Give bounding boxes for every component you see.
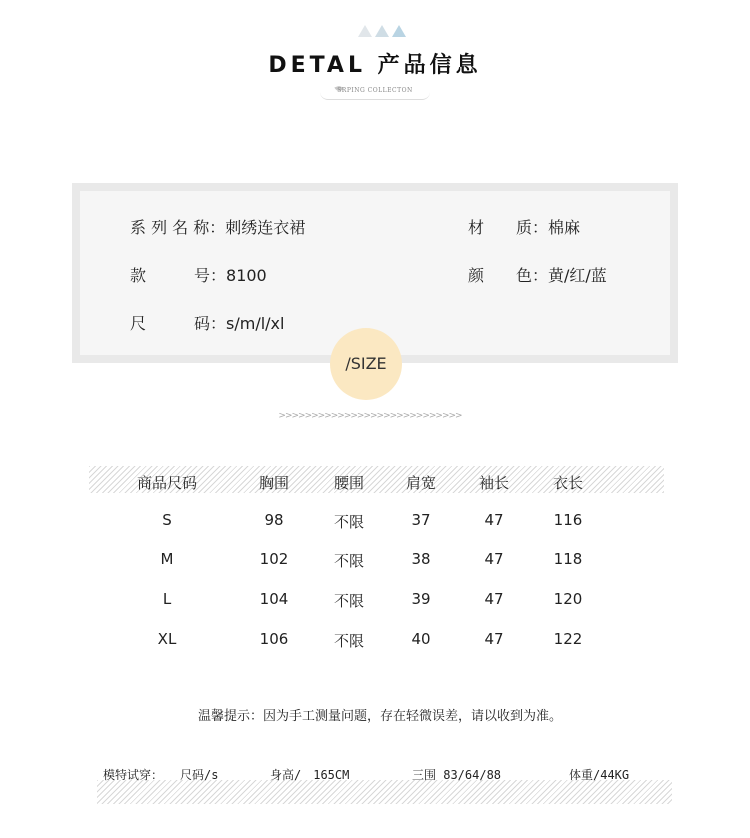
table-cell: 118 xyxy=(553,550,583,568)
table-cell: L xyxy=(162,590,172,608)
model-measurements: 三围 83/64/88 xyxy=(412,768,502,782)
page-title: DETAL 产品信息 xyxy=(268,53,482,78)
table-cell: S xyxy=(162,511,172,529)
model-size: 尺码/s xyxy=(180,768,219,782)
color-value: 黄/红/蓝 xyxy=(548,266,607,285)
table-cell: XL xyxy=(157,630,177,648)
style-number-value: 8100 xyxy=(226,266,267,285)
model-label: 模特试穿： xyxy=(103,768,164,782)
table-header-cell: 胸围 xyxy=(258,474,290,492)
table-cell: 104 xyxy=(259,590,289,608)
material xyxy=(468,215,580,238)
series-name-value: 刺绣连衣裙 xyxy=(225,218,306,237)
table-cell: 47 xyxy=(484,511,504,529)
material-value: 棉麻 xyxy=(548,218,581,237)
table-cell: 122 xyxy=(553,630,583,648)
table-header-cell: 商品尺码 xyxy=(136,474,198,492)
color-label: 颜 色： xyxy=(468,266,549,285)
size-badge: /SIZE xyxy=(330,328,402,400)
size-range xyxy=(130,311,284,334)
table-header-cell: 腰围 xyxy=(333,474,365,492)
table-cell: 47 xyxy=(484,630,504,648)
style-number xyxy=(130,263,267,286)
table-cell: 40 xyxy=(411,630,431,648)
series-name-label: 系 列 名 称： xyxy=(130,218,226,237)
table-cell: M xyxy=(160,550,174,568)
table-cell: 102 xyxy=(259,550,289,568)
color xyxy=(468,263,607,286)
table-cell: 106 xyxy=(259,630,289,648)
table-cell: 不限 xyxy=(333,632,365,650)
table-cell: 39 xyxy=(411,590,431,608)
page-subtitle: SRPING COLLECTON xyxy=(320,83,430,100)
table-cell: 47 xyxy=(484,590,504,608)
series-name xyxy=(130,215,305,238)
table-header-cell: 肩宽 xyxy=(405,474,437,492)
triangle-icon xyxy=(375,25,389,37)
table-cell: 116 xyxy=(553,511,583,529)
table-cell: 98 xyxy=(264,511,284,529)
size-range-label: 尺 码： xyxy=(130,314,227,333)
measurement-notice: 温馨提示：因为手工测量问题，存在轻微误差，请以收到为准。 xyxy=(198,709,563,724)
table-cell: 不限 xyxy=(333,552,365,570)
triangle-icon xyxy=(358,25,372,37)
table-cell: 47 xyxy=(484,550,504,568)
material-label: 材 质： xyxy=(468,218,549,237)
table-cell: 37 xyxy=(411,511,431,529)
arrow-divider: >>>>>>>>>>>>>>>>>>>>>>>>>>>> xyxy=(278,411,462,421)
style-number-label: 款 号： xyxy=(130,266,227,285)
size-range-value: s/m/l/xl xyxy=(226,314,285,333)
table-cell: 120 xyxy=(553,590,583,608)
triangle-icon xyxy=(392,25,406,37)
table-header-cell: 袖长 xyxy=(478,474,510,492)
table-cell: 不限 xyxy=(333,513,365,531)
table-cell: 38 xyxy=(411,550,431,568)
table-cell: 不限 xyxy=(333,592,365,610)
model-weight: 体重/44KG xyxy=(569,768,630,782)
model-height: 身高/ 165CM xyxy=(270,768,350,782)
model-info-bar xyxy=(97,780,672,804)
table-header-cell: 衣长 xyxy=(552,474,584,492)
